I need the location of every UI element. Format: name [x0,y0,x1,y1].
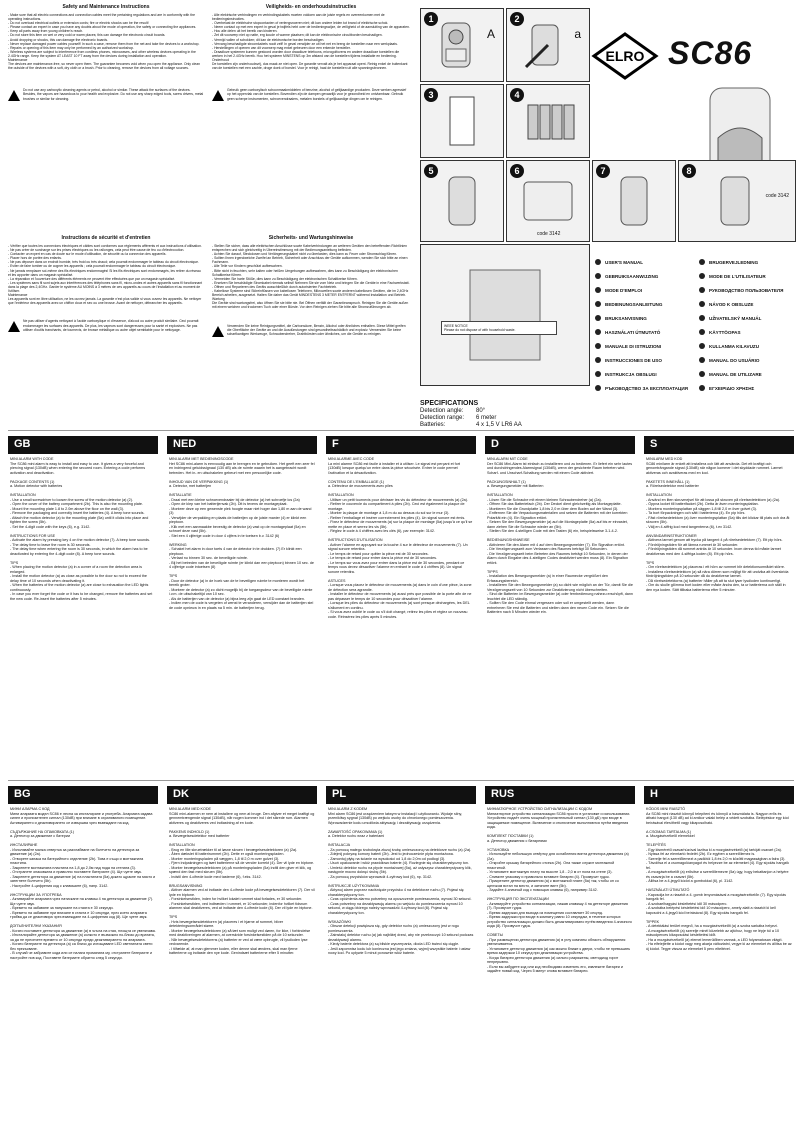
press-key-image [609,171,659,231]
language-item: HASZNÁLATI ÚTMUTATÓ [595,325,691,339]
batteries-image [518,91,578,151]
figure-panel-3 [420,84,504,158]
lang-text: MINI ALARM MET BEDIENINGSCODE Het SC86 mini-alarm is eenvoudig aan te brengen en te gebruiken. Het geeft een zeer fel en indringend geluidssignaal (130 dB) als de ruimte waarin het is aangebracht wordt betreden. Het in- en uitschakelen gebeurt met een persoonlijke code. INHOUD VAN DE VERPAKKING (1) a. Detector, met batterijen INSTALLATIE - Draai met een kleine schroevendraaier bij de detector (a) het schroefje los (2a) - Open de klep van het batterijenvak (2b). Dit is tevens de montageplaat. - Monteer deze op een gewenste plek hoogte maar niet hoger dan 1,80 m aan de wand (3) - Verwijder de verpakking en plaats de batterijen op de juiste manier (4) er klinkt een pieptoon. - Klik met een aanmaakbe bevestig de detector (a) vast op de montageplaat (5a) en schroef deze vast (5b). - Stel een 4 cijferige code in door 4 cijfers in te toetsen b.v. 3142 (6) WERKING - Schakel het alarm in door toets 4 van de detector in te drukken. (7) Er klinkt een pieptoon. - Verlaat nu binnen 30 sec. de beveiligde ruimte. - Bij het betreden van de beveiligde ruimte (er klinkt dan een pieptoon) binnen 10 sec. de 4 cijferige code intoetsen (8) TIPS - Door de detector (a) in de hoek van de te beveiligen ruimte te monteren wordt het bereik groter. - Monteer de detector (a) zo dicht mogelijk bij de toegangsdeur van de beveiligde ruimte i.v.m. de uitschakeltijd van 10 sec. - Als de batterijen van de detector (a) bijna leeg zijn gaat de LED constant branden. - Indien men de code is vergeten of wenst te veranderen, verwijder dan de batterijen stel de code opnieuw in en plaats na 5 min. de batterijen terug. [169,457,315,610]
lang-text: MINI ALARM MED KODE SC86 mini-alarmen er nem at installere og nem at bruge. Den afgiver et meget kraftigt og gennemtrængende signal (130dB), når nogen kommer ind i det sikrede rum. Alarmen aktiveres og deaktiveres ved indtastning af en kode. PAKKENS INDHOLD (1) a. Bevægelsesdetektor med batterier INSTALLATION - Brug en lille skruetrækker til at løsne skruen i bevægelsesdetektoren (a) (2a). - Åben dækslet til batterirummet (2b). Dette er også monteringspladen. - Monter monteringspladen på væggen, 1,8 til 2,0 m over gulvet (3). - Fjern indpakningen og isæt batterierne så de vender korrekt (4). Der vil lyde en biptone. - Monter bevægelsesdetektoren (a) på monteringspladen (5a) indtil den giver et klik, og spænd den fast med skruen (5b). - Indstil den 4-cifrede kode med tasterne (6), f.eks. 3142. BRUGSANVISNING - Aktiver alarmen ved at indtaste den 4-cifrede kode på bevægelsesdetektoren (7). Der vil lyde en biptone. - Forsinkelsestiden, inden for hvilket lokalet rummet skal forlades, er 30 sekunder. - Forsinkelsestiden, ved indtræden i rummet, er 10 sekunder, indenfor hvilket tidsrum alarmen skal deaktiveres, ved at indtaste den 4-cifrede kode (8). Der vil lyde en biptone. TIPS - Hvis bevægelsesdetektoren (a) placeres i et hjørne af rummet, bliver detekteringsområdet større. - Monter bevægelsesdetektoren (a) så tæt som muligt ved døren, for ikke, i forbindelse med deaktiveringen af alarmen, at overskride forsinkelsestiden på de 10 sekunder. - Når bevægelsesdetektorens (a) batterier er ved at være opbrugte, vil lysdioden lyse vedvarende. - I tilfælde af, at man glemmer koden, eller denne skal ændres, skal man fjerne batterierne og indtaste den nye kode. Genindsæt batterierne efter 5 minutter. [169,807,315,955]
specifications [420,400,522,429]
code-label: code 3142 [537,231,561,237]
safety-en-title: Safety and Maintenance Instructions [62,4,150,10]
flag-icon [595,329,601,335]
lang-header: RUS [485,786,635,804]
language-item: BRUGERVEJLEDNING [699,255,795,269]
lang-header: S [644,436,794,454]
lang-column-pl [326,786,476,956]
language-item: NÁVOD K OBSLUZE [699,297,795,311]
figure-panel-8 [678,160,796,242]
safety-de-warning [212,324,410,337]
flag-icon [595,385,601,391]
language-item: INSTRUKCJA OBSŁUGI [595,367,691,381]
language-item: MANUALE DI ISTRUZIONI [595,339,691,353]
lang-text: MINI-ALARM MIT CODE Der SC86 Mini-Alarm ist einfach zu installieren und zu bedienen. Er liefert ein sehr lautes und durchdringendes Alarmsignal (130dB), wenn der gesicherte Raum betreten wird. Scharf- und Unscharf-Schaltung werden mit einem Code aktiviert. PACKUNGSINHALT (1) a. Bewegungsmelder mit Batterien INSTALLATION - Lösen Sie die Schraube mit einem kleinen Schraubendreher (a) (2a). - Öffnen Sie das Batteriefach (2b). Der Deckel dient gleichzeitig als Montageplatte. - Montieren Sie die Grundplatte 1,8 bis 2,0 m über dem Boden auf der Wand (3). - Entfernen Sie die Verpackungsmaterialien und setzen die Batterien mit der korrekten Polarität ein (4). Ein Signalton ertönt. - Setzen Sie den Bewegungsmelder (a) auf die Montageplatte (5a) auf bis er einrastet, dann ziehen Sie die Schraube wieder an (5b). - Stellen Sie den 4-stelligen Code mit den Tasten (6) ein, beispielsweise 3-1-4-2. BEDIENUNGSHINWEISE - Aktivieren Sie den Alarm mit 4 auf dem Bewegungsmelder (7). Ein Signalton ertönt. - Die Verzögerungszeit zum Verlassen des Raumes beträgt 30 Sekunden. - Die Verzögerungszeit beim Betreten des Raumes beträgt 10 Sekunden, in denen der Alarm durch Eingabe des 4-stelligen Codes deaktiviert werden muss (8). Ein Signalton ertönt. TIPPS - Installation des Bewegungsmelder (a) in einer Raumecke vergrößert den Erfassungsbereich. - Installieren Sie den Bewegungsmelder (a) so dicht wie möglich an der Tür, damit Sie die Verzögerungszeit von 10 Sekunden zur Deaktivierung nicht überschreiten. - Sind die Batterien im Bewegungsmelder (a) oder fernbedienung nahezu erschöpft, dann leuchtet die LED ständig. - Sollten Sie den Code einmal vergessen oder soll er umgestellt werden, dann entnehmen Sie erst die Batterien und stellen dann den neuen Code ein. Setzen Sie die Batterien nach 5 Minuten wieder ein. [487,457,633,614]
language-item: MODE DE L'UTILISATEUR [699,269,795,283]
language-list-left [595,255,691,395]
language-list-right [699,255,795,395]
lang-column-dk [167,786,317,956]
language-item: MANUAL DO USUÁRIO [699,353,795,367]
safety-nl-title: Veiligheids- en onderhoudsinstructies [265,4,357,10]
screwdriver-image [518,15,578,75]
model-number: SC86 [668,35,753,71]
figure-number: 4 [510,88,524,102]
flag-icon [595,343,601,349]
lang-header: NED [167,436,317,454]
flag-icon [699,329,705,335]
figure-number: 2 [510,12,524,26]
flag-icon [699,259,705,265]
figure-number: 7 [596,164,610,178]
warning-icon [212,90,224,101]
safety-nl-warn-text: Gebruik geen carboxylisch schoonmaakmiddelen of benzine, alcohol of gelijkaardige producten. Deze werken agressief op het oppervlak van de toestellen. Bovendien zijn de dampen gevaarlijk voor je gezondheid en ontvlambaar. Gebruik geen scherpe instrumenten, schroevendraaiers, metalen borstels of gelijkaardige dingen om te reinigen. [227,88,407,101]
lang-column-gb [8,436,158,601]
section-divider [8,430,794,431]
flag-icon [595,273,601,279]
flag-icon [699,301,705,307]
mounting-plate-image [442,91,482,151]
flag-icon [595,357,601,363]
safety-en-warn-text: Do not use any carboxylic cleaning agents or petrol, alcohol or similar. These attack the surfaces of the devices. Besides, the vapors are hazardous to your health and explosive. Do not use any sharp edged tools, screw drivers, metal brushes or similar for cleaning. [23,88,204,101]
lang-text: MINI ALARME AVEC CODE La mini alarme SC86 est facile à installer et à utiliser. Le signal est perçant et fort (130dB) lorsque quelqu'un entre dans la pièce sécurisée. Entrer le code permet l'activation et la désactivation. CONTENU DE L'EMBALLAGE (1) a. Détecteur de mouvements avec piles INSTALLATION - Utiliser un petit tournevis pour dévisser les vis du détecteur de mouvements (a) (2a). - Retirer le couvercle du compartiment à piles (2b). Ceci est également la plaque de montage. - Monter la plaque de montage à 1,8 m du au dessus du sol sur le mur (3). - Retirer l'emballage et insérer correctement les piles (4). Un signal sonore est émis. - Fixez le détecteur de mouvements (a) sur la plaque de montage (5a) jusqu'à ce qu'il se mette en place et serrez les vis (5b). - Réglez le code à 4 chiffres avec les clés (6), par exemple: 3142. INSTRUCTIONS D'UTILISATION - Activer l'alarme en appuyant sur la touche 4 sur le détecteur de mouvements (7). Un signal sonore retentira. - Le temps de retard pour quitter la pièce est de 30 secondes. - Le temps de retard pour entrer dans la pièce est de 30 secondes. - Le temps sur vous avez pour entrer dans la pièce est de 30 secondes, pendant ce temps vous devez désactiver l'alarme en entrant le code à 4 chiffres (8). Un signal sonore retentira. ASTUCES - Lorsque vous placez le détecteur de mouvements (a) dans le coin d'une pièce, la zone de détection sera agrandie. - Installer le détecteur de mouvements (a) aussi près que possible de la porte afin de ne pas dépasser le temps de 10 secondes pour désactiver l'alarme. - Lorsque les piles du détecteur de mouvements (a) sont presque déchargées, les DEL s'allument en continu. - Si vous avez oublié le code ou s'il doit changé, retirez les piles et réglez un nouveau code. Réinsérez les piles après 5 minutes. [328,457,473,619]
figure-letter: A [486,27,495,41]
flag-icon [595,259,601,265]
safety-de-warn-text: Verwenden Sie keine Reinigungsmittel, die Carbonsäure, Benzin, Alkohol oder ähnliches enthalten. Diese Mittel greifen die Oberfläche der Geräte an und die Ausdünstungen sind gesundheitsschädlich und explosiv. Verwenden Sie keine scharfkantigen Werkzeuge, Schraubendreher, Drahtbürsten oder ähnliches, um die Geräte zu reinigen. [227,323,406,336]
lang-text: MINILARM MED KOD SC86 minilarm är enkelt att installera och lätt att använda. Det ett kraftigt och genomträngande signal (130dB) när någon kommer i det skyddade rummet. Larmet aktiveras och avaktiveras med en kod. PAKETETS INNEHÅLL (1) a. Rörelsedetektor med batterier INSTALLATION - Använd en liten skruvmejsel för att lossa på skruven på rörelsedetektorn (a) (2a). - Öppna locket till batterifacket (2b). Detta är även monteringsplattan. - Montera monteringsplattan på väggen 1,8 till 2,0 m över golvet (3). - Ta bort förpackningen och sätt i batterierna (4). En pip hörs. - Fäst rörelsedetektorn (a) över monteringsplattan (5a) tills det klickar till plats och dra åt skruven (5b). - Välj en 4-siffrig kod med tangenterna (6), t.ex 3142. ANVÄNDARINSTRUKTIONER - Aktivera larmet genom att trycka på tangent 4 på rörelsedetektorn (7). Ett pip hörs. - Fördröjningstiden för att lämna rummet är 30 sekunder. - Fördröjningstiden då rummet anträs är 10 sekunder. Inom denna tid måste larmet deaktiveras med den 4-siffriga koden (8). Ett pip hörs. TIPS - Om rörelsedetektorn (a) placeras i ett hörn av rummet blir detektionsområdet större. - Installera rörelsedetektorn (a) så nära dörren som möjligt för att undvika att överskrida fördröjningstiden på 10 sekunder då du deaktiverar larmet. - Då rörelsedetektorns (a) batterier håller på att ta slut lyser lysdioden kontinuerligt. - Om du skulle glömma bort koden eller måste ändra den, ta ur batterierna och ställ in den nya koden. Sätt tillbaka batterierna efter 5 minuter. [646,457,790,592]
motion-detector-image [432,15,492,75]
flag-icon [699,385,705,391]
lang-header: PL [326,786,476,804]
safety-nl-warning [212,88,410,101]
language-item: РЪКОВОДСТВО ЗА ЕКСПЛОАТАЦИЯ [595,381,691,395]
safety-de [212,235,410,337]
language-item: BEDIENUNGSANLEITUNG [595,297,691,311]
specs-title: SPECIFICATIONS [420,400,479,407]
elro-logo-icon [590,30,660,82]
safety-de-title: Sicherheits- und Wartungshinweise [268,235,354,241]
flag-icon [595,301,601,307]
language-list [595,255,795,395]
language-item: KÄYTTÖOPAS [699,325,795,339]
lang-column-rus [485,786,635,974]
safety-fr-text: - Vérifier que toutes les connexions électriques et câbles sont conformes aux règlements afférents et aux instructions d'utilisation. - Ne pas créer de surcharge sur les prises électriques ou les rallonges, cela peut être cause de feu ou d'électrocution. - Contacter un expert en cas de doute sur le mode d'utilisation, de sécurité ou la connexion des appareils. - Placer hors de portée des enfants. - Ne pas déposer dans un endroit humide, très froid ou très chaud; cela pourrait endommager le tableau du circuit électronique. - Eviter de faire tomber ou de cogner les appareils ; cela pourrait endommager le tableau du circuit électronique. - Ne jamais remplacer soi-même des fils électriques endommagés! Si les fils électriques sont endommagés, les retirer du réseau et les apporter dans un magasin spécialisé. - La réparation et l'ouverture des différents éléments ne peuvent être effectuées que par un magasin spécialisé. - Les systèmes sans fil sont sujets aux interférences des téléphones sans fil, micro-ondes et autres appareils sans fil fonctionnant dans la plage des 2,4GHz. Garder le système AU MOINS à 3 mètres de ces appareils au cours de l'installation et au moment de l'utiliser. Maintenance Les appareils sont en libre utilisation, ne les ouvrez jamais. La garantie n'est plus valide si vous ouvrez les appareils. Ne nettoyer que l'extérieur des appareils avec un chiffon doux et sec ou une brosse. Avant de nettoyer, débrancher les appareils. [8,244,203,306]
language-item: INSTRUCCIONES DE USO [595,353,691,367]
lang-column-bg [8,786,158,960]
lang-header: H [644,786,794,804]
safety-en-warning [8,88,204,101]
figure-panel-7 [592,160,676,242]
lang-text: МИНИАТЮРНОЕ УСТРОЙСТВО СИГНАЛИЗАЦИИ С КОДОМ Миниатюрное устройство сигнализации SC86 просто в установке и использовании. Устройство подаёт очень мощный пронзительный сигнал (130 дБ) при входе в защищаемое помещение. Включение и отключение выполняются путём введения кода. КОМПЛЕКТ ПОСТАВКИ (1) a. Детектор движения с батареями УСТАНОВКА - Используйте небольшую отвёртку для ослабления винта детектора движения (a) (2a). - Откройте крышку батарейного отсека (2b). Она также служит монтажной пластиной. - Установите монтажную плату на высоте 1,8 - 2,0 м от пола на стене (3). - Снимите упаковку и правильно вставьте батареи (4). Прозвучит гудок. - Прикрепите детектор движения (a) к монтажной плате (5a) так, чтобы он со щелчком встал на место, и затяните винт (5b). - Задайте 4-значный код с помощью клавиш (6), например 3142. ИНСТРУКЦИЯ ПО ЭКСПЛУАТАЦИИ - Активируйте устройство сигнализации, нажав клавишу 4 на детекторе движения (7). Прозвучит гудок. - Время задержки для выхода из помещения составляет 30 секунд. - Время задержки при входе в комнату равно 10 секундам, в течение которых устройство сигнализации должно быть дезактивировано путём введения 4-значного кода (8). Прозвучит гудок. СОВЕТЫ - При размещении детектора движения (a) в углу комнаты область обнаружения увеличивается. - Установите детектор движения (a) как можно ближе к двери, чтобы не превышать время задержки 10 секунд при деактивации устройства. - Когда батареи детектора движения (a) сильно разряжены, светодиод горит непрерывно. - Если вы забудете код или код необходимо изменить его, извлеките батареи и задайте новый код. Через 5 минут снова вставьте батареи. [487,807,632,973]
lang-column-f [326,436,476,619]
safety-nl [212,4,410,101]
keypad-image [518,176,578,226]
logo-text: ELRO [605,48,645,64]
lang-column-h [644,786,794,951]
language-item: MANUAL DE UTILIZARE [699,367,795,381]
lang-text: MINI ALARM Z KODEM Mini alarm SC86 jest urządzeniem łatwym w instalacji i użytkowaniu. Wydaje silny, przenikliwy sygnał (130dB) po wejściu osoby do chronionego pomieszczenia. Wprowadzenie kodu umożliwia aktywację i dezaktywację urządzenia. ZAWARTOŚĆ OPAKOWANIA (1) a. Detektor ruchu wraz z bateriami INSTALACJA - Za pomocą małego śrubokręta złuzuj śrubę umieszczoną na detektorze ruchu (a) (2a). - Zdejmij pokrywę komory baterii (2b). Jest to jednocześnie płyta montażowa. - Zamontuj płytę na ścianie na wysokości od 1,8 do 2,0m od podłogi (3). - Usuń opakowanie i włóż prawidłowo baterie (4). Rozlegnie się charakterystyczny ton. - Umieść detektor ruchu na płycie montażowej (5a), aż usłyszysz charakterystyczny klik, następnie mocno dokręć śrubę (5b). - Za pomocą przycisków wprowadź 4-cyfrowy kod (6), np. 3142. INSTRUKCJE UŻYTKOWANIA - Aktywuj alarm poprzez naciśnięcie przycisku 4 na detektorze ruchu (7). Pojawi się charakterystyczny ton. - Czas opóźnienia alarmu potrzebny na opuszczenie pomieszczenia, wynosi 30 sekund. - Czas potrzebny na dezaktywację alarmu po wejściu do pomieszczenia wynosi 10 sekund, w ciągu którego należy wprowadzić 4-cyfrowy kod (8). Pojawi się charakterystyczny ton. WSKAZÓWKI - Obszar detekcji powiększa się, gdy detektor ruchu (a) umieszczony jest w rogu pomieszczenia. - Zainstaluj detektor ruchu (a) jak najbliżej drzwi, aby nie przekroczyć 10 sekund podczas dezaktywacji alarmu. - Kiedy baterie detektora (a) są bliskie wyczerpania, dioda LED świeci się ciągle. - Jeśli zapomnisz kodu lub konieczna jest jego zmiana, wyjmij wszystkie baterie i ustaw nowy kod. Po upływie 5 minut ponownie włóż baterie. [328,807,474,955]
figure-panel-large [420,244,590,386]
lang-header: DK [167,786,317,804]
figure-number: 1 [424,12,438,26]
language-item: USER'S MANUAL [595,255,691,269]
flag-icon [699,371,705,377]
room-scene-image [460,260,550,370]
lang-text: KÓDOS MINI RIASZTÓ Az SC86 mini riasztót könnyű telepíteni és könnyű a használata is. Nagyon erős és átható hangot (130 dB) ad ki amikor valaki belép a védett szobába. Belépéskor egy kód beírásával élesíthető vagy kikapcsolható. A CSOMAG TARTALMA (1) a. Mozgásérzékelő elemekkel TELEPÍTÉS - Egy kisméretű csavarhúzóval lazítsa ki a mozgásérzékelő (a) tartóját csavart (2a). - Nyissa fel az elemtartó fedelét (2b). Ez egyben a szerelőlemez is. - Szerelje fel a szerelőlemezt a padlótól 1,8 és 2,0 m közötti magasságban a falra (3). - Távolítsa el a csomagolóanyagot és helyezze be az elemeket (4). Egy sípolás hangzik fel. - A mozgásérzékelőt (a) erősítse a szerelőlemezre (5a) úgy, hogy bekattanjon a helyére és csavarja be a csavart (5b). - Állítsa be a 4-jegyű kódot a gombokkal (6), pl. 3142. HASZNÁLATI ÚTMUTATÓ - Kapcsolja be a riasztót a 4. gomb lenyomásával a mozgásérzékelőn (7). Egy sípolás hangzik fel. - A szobaelhagyási késleltetési idő 30 másodperc. - A szobába belépési késleltetési idő 10 másodperc, amely alatt a riasztót ki kell kapcsolni a 4-jegyű kód beírásával (8). Egy sípolás hangzik fel. TIPPEK - A detektálási terület megnő, ha a mozgásérzékelőt (a) a szoba sarkába helyezi. - A mozgásérzékelőt (a) szerelje minél közelebb az ajtóhoz, hogy ne lépje túl a 10 másodperces kikapcsolási késleltetési időt. - Ha a mozgásérzékelő (a) elemei lemerülőben vannak, a LED folyamatosan világít. - Ha elfelejtette a kódot vagy meg akarja változtatni, vegye ki az elemeket és állítsa be az új kódot. Tegye vissza az elemeket 5 perc elteltével. [646,807,792,951]
figure-number: 3 [424,88,438,102]
lang-header: BG [8,786,158,804]
spec-row: Detection range: 6 meter [420,415,497,421]
section-divider [8,780,794,781]
flag-icon [699,315,705,321]
flag-icon [595,287,601,293]
lang-text: МИНИ АЛАРМА С КОД Мини алармата модел SC86 е лесна за инсталиране и употреба. Алармата издава силен и пронизителен сигнал (130dB) при влизане в охраняваното помещение. Активирането и деактивирането се извършва чрез въвеждане на код. СЪДЪРЖАНИЕ НА ОПАКОВКАТА (1) a. Детектор за движение с батерии ИНСТАЛИРАНЕ - Използвайте малка отвертка за разхлабване на болтчето на детектора за движение (a) (2a). - Отворете капака на батерийното отделение (2b). Това е също и монтажната пластина. - Закрепете монтажната пластина на 1,8 до 2,0м над пода на стената (3). - Отстранете опаковката и правилно поставете батериите (4). Ще чуете звук. - Закрепете детектора за движение (a) на пластината (5a) докато щракне на място и затегнете болтчето (5b). - Настройте 4-цифрения код с клавишите (6), напр. 3142. ИНСТРУКЦИИ ЗА УПОТРЕБА - Активирайте алармата чрез натискане на клавиш 4 на детектора за движение (7). Ще чуете звук. - Времето на забавяне за напускане на стаята е 30 секунди. - Времето на забавяне при влизане в стаята е 10 секунди, през което алармата трябва да се деактивира чрез въвеждане на 4-цифрения код (8). Ще чуете звук. ДОПЪЛНИТЕЛНИ УКАЗАНИЯ - Когато поставите детектора за движение (a) в ъгъла на стая, площта се увеличава. - Инсталирайте детектора за движение (a) колкото е възможно по-близо до вратата, за да не пресечете времето от 10 секунди преди деактивирането на алармата. - Когато батериите на детектора (a) са близо до изтощаване LED светлината свети без прекъсване. - В случай че забравите кода или се налага промяната му, отстранете батериите и настройте нов код. Поставете батериите обратно след 5 секунди. [10,807,156,960]
figure-panel-6 [506,160,590,242]
warning-icon [212,326,224,337]
lang-column-ned [167,436,317,610]
language-item: UŽIVATELSKÝ MANUÁL [699,311,795,325]
figure-panel-1 [420,8,504,82]
language-item: GEBRUIKSAANWIJZING [595,269,691,283]
flag-icon [699,273,705,279]
flag-icon [699,287,705,293]
figure-letter: a [574,27,581,41]
lang-column-s [644,436,794,592]
language-item: РУКОВОДСТВО ПОЛЬЗОВАТЕЛЯ [699,283,795,297]
enter-code-image [707,171,767,231]
weee-notice: WEEE NOTICE Please do not dispose of with household waste. [441,321,557,335]
safety-en [8,4,204,101]
safety-en-text: - Make sure that all electric connections and connection cables meet the pertaining regulations and are in conformity with the operating instructions. - Do not overload electrical outlets or extension cords; fire or electric shocks can be the result! - Please contact an expert in case you have any doubts about the mode of operation, the safety or connecting the appliances. - Keep all parts away from young children's reach. - Do not store this item on wet or very cold or warm places; this can damage the electronic circuit boards. - Avoid dropping or shocks, this can damage the electronic boards. - Never replace damaged power cables yourself! In such a case, remove them from the net and take the devices to a workshop. - Repairs or opening of this item may only be performed by an authorized workshop. - Wireless systems are subject to interference from cordless phones, microwaves, and other wireless devices operating in the 2.4GHz range. Keep the system AT LEAST 10 FT away from the devices during installation and operation. Maintenance The devices are maintenance-free, so never open them. The guarantee becomes void when you open the appliance. Only clean the outside of the devices with a soft, dry cloth or a brush. Prior to cleaning, remove the devices from all voltage sources. [8,13,201,71]
language-item: BRUKSANVISNING [595,311,691,325]
flag-icon [699,343,705,349]
figure-panel-2 [506,8,590,82]
figure-number: 6 [510,164,524,178]
lang-header: D [485,436,635,454]
lang-header: F [326,436,476,454]
flag-icon [595,371,601,377]
spec-row: Batteries: 4 x 1,5 V LR6 AA [420,422,522,428]
spec-row: Detection angle: 80° [420,408,486,414]
figure-panel-4 [506,84,590,158]
figure-panel-5 [420,160,504,242]
safety-fr-warning [8,319,204,332]
lang-header: GB [8,436,158,454]
lang-text: MINI ALARM WITH CODE The SC86 mini alarm is easy to install and easy to use. It gives a very forceful and piercing signal (130dB) when entering the secured room. Entering a code performs activation and deactivation. PACKAGE CONTENTS (1) a. Motion detector with batteries INSTALLATION - Use a small screwdriver to loosen the screw of the motion detector (a) (2). - Open the cover of the battery compartment (2b). This is also the mounting plate. - Mount the mounting plate 1.8 to 2.0m above the floor on the wall (3). - Remove the packaging and correctly insert the batteries (4). A beep tone sounds. - Attach the motion detector (a) to the mounting plate (5a) until it clicks into place and tighten the screw (5b). - Set the 4-digit code with the keys (6), e.g. 3142. INSTRUCTIONS FOR USE - Activate the alarm by pressing key 4 on the motion detector (7). A beep tone sounds. - The delay time to leave the room is 30 seconds. - The delay time when entering the room is 30 seconds, in which the alarm has to be deactivated by entering the 4-digit code (8). A beep tone sounds. TIPS - When placing the motion detector (a) in a corner of a room the detection area is enlarged. - Install the motion detector (a) as close as possible to the door so not to exceed the delay time of 10 seconds when deactivating it. - When the batteries of the motion detector (a) are close to exhaustion the LED lights continuously. - In case you ever forget the code or it has to be changed, remove the batteries and set the new code. Re-insert the batteries after 5 minutes. [10,457,153,601]
code-label: code 3142 [765,193,789,199]
flag-icon [595,315,601,321]
language-item: KULLANMA KILAVUZU [699,339,795,353]
figure-number: 5 [424,164,438,178]
attach-detector-image [437,171,487,231]
safety-nl-text: - Alle elektrische verbindingen en verbindingskabels moeten voldoen aan de juiste regels en overeenkomen met de bedieningsinstructies. - Overbelast de elektrische stopcontacten of verlengsnoeren niet; dit kan ondere leiden tot brand of elektrische schok. - Neem contact op met een expert in geval je twijfels hebt over de bedieningswijze, de veiligheid of de aansluiting van de apparaten. - Hou alle delen uit het bereik van kinderen. - Zet dit voorwerp niet op natte, erg koude of warme plaatsen; dit kan de elektronische circuitborden beschadigen. - Vermijd vallen of schokken; dit kan de elektronische borden beschadigen. - Vervang beschadigde stroomkabels nooit zelf! In geval verwijder ze uit het net en breng de toestellen naar een werkplaats. - Herstellingen of openen van dit voorwerp mag enkel gebeuren door een erkende hersteller. - Draadloze systemen kunnen gestoord worden door draadloze telefoons, microgolfovens en andere draadloze toestellen die werken in het 2.4GHz bereik. Hou het systeem MINSTENS op 3m afstand van de toestellen tijdens installatie en bediening. Onderhoud De toestellen zijn onderhoudsvrij, dus maak ze niet open. De garantie vervalt als je het apparaat opent. Reinig enkel de buitenkant van de toestellen met een zachte, droge doek of borstel. Voor je reinigt, haal de toestellen uit alle spanningsbronnen. [212,13,410,71]
warning-icon [8,321,20,332]
language-item: ΕΓΧΕΙΡΙΔΙΟ ΧΡΗΣΗΣ [699,381,795,395]
language-item: MODE D'EMPLOI [595,283,691,297]
flag-icon [699,357,705,363]
figure-number: 8 [682,164,696,178]
safety-de-text: - Stellen Sie sicher, dass alle elektrischen Anschlüsse sowie Kabelverbindungen an weiteren Geräten den betreffenden Richtlinien entsprechen und sich gleichzeitig in Übereinstimmung mit der Bedienungsanleitung befinden. - Achten Sie darauf, Steckdosen und Verlängerungskabel nicht zu überlasten, dies kann zu Feuer oder Stromschlag führen. - Sollten Ihnen irgendwelche Zweifel an Betrieb, Sicherheit oder Anschluss der Geräte aufkommen, wenden Sie sich bitte an einen Fachmann. - Alle Teile vor Kindern geschützt aufbewahren. - Bitte nicht in feuchten, sehr kalten oder heißen Umgebungen aufbewahren, dies kann zu Beschädigung der elektronischen Schaltkreise führen. - Vermeiden Sie harte Stöße, dies kann zu Beschädigung der elektronischen Schaltkreise führen. - Ersetzen Sie beschädigte Stromkabel niemals selbst! Nehmen Sie sie vom Netz und bringen Sie die Geräte in eine Fachwerkstatt. - Öffnen und Reparieren des Geräts ausschließlich durch autorisierten Fachbetrieb. - Kabellose Systeme sind Störeinflüssen von kabellosen Telefonen, Mikrowellen sowie anderen kabellosen Geräten, die im 2,4GHz Bereich arbeiten, ausgesetzt. Halten Sie daher das Gerät MINDESTENS 3 METER ENTFERNT während Installation und Betrieb. Wartung Die Geräte sind wartungsfrei, also öffnen Sie sie bitte nie. Bei Öffnen verfällt der Garantieanspruch. Reinigen Sie die Geräte außen mit einem weichen und trockenen Tuch oder einer Bürste. Vor dem Reinigen ziehen Sie bitte alle Stromzuführungen ab. [212,244,410,310]
safety-fr [8,235,204,332]
warning-icon [8,90,20,101]
lang-column-d [485,436,635,615]
safety-fr-warn-text: Ne pas utiliser d'agents nettoyant à l'acide carboxylique ni d'essence, d'alcool ou autre produit similaire. Ceci pourrait endommager les surfaces des appareils. De plus, les vapeurs sont dangereuses pour la santé et explosives. Ne pas utiliser d'outils tranchants, de tournevis, de brosse métallique ou autre objet semblable pour le nettoyage. [23,319,199,332]
safety-fr-title: Instructions de sécurité et d'entretien [61,235,151,241]
